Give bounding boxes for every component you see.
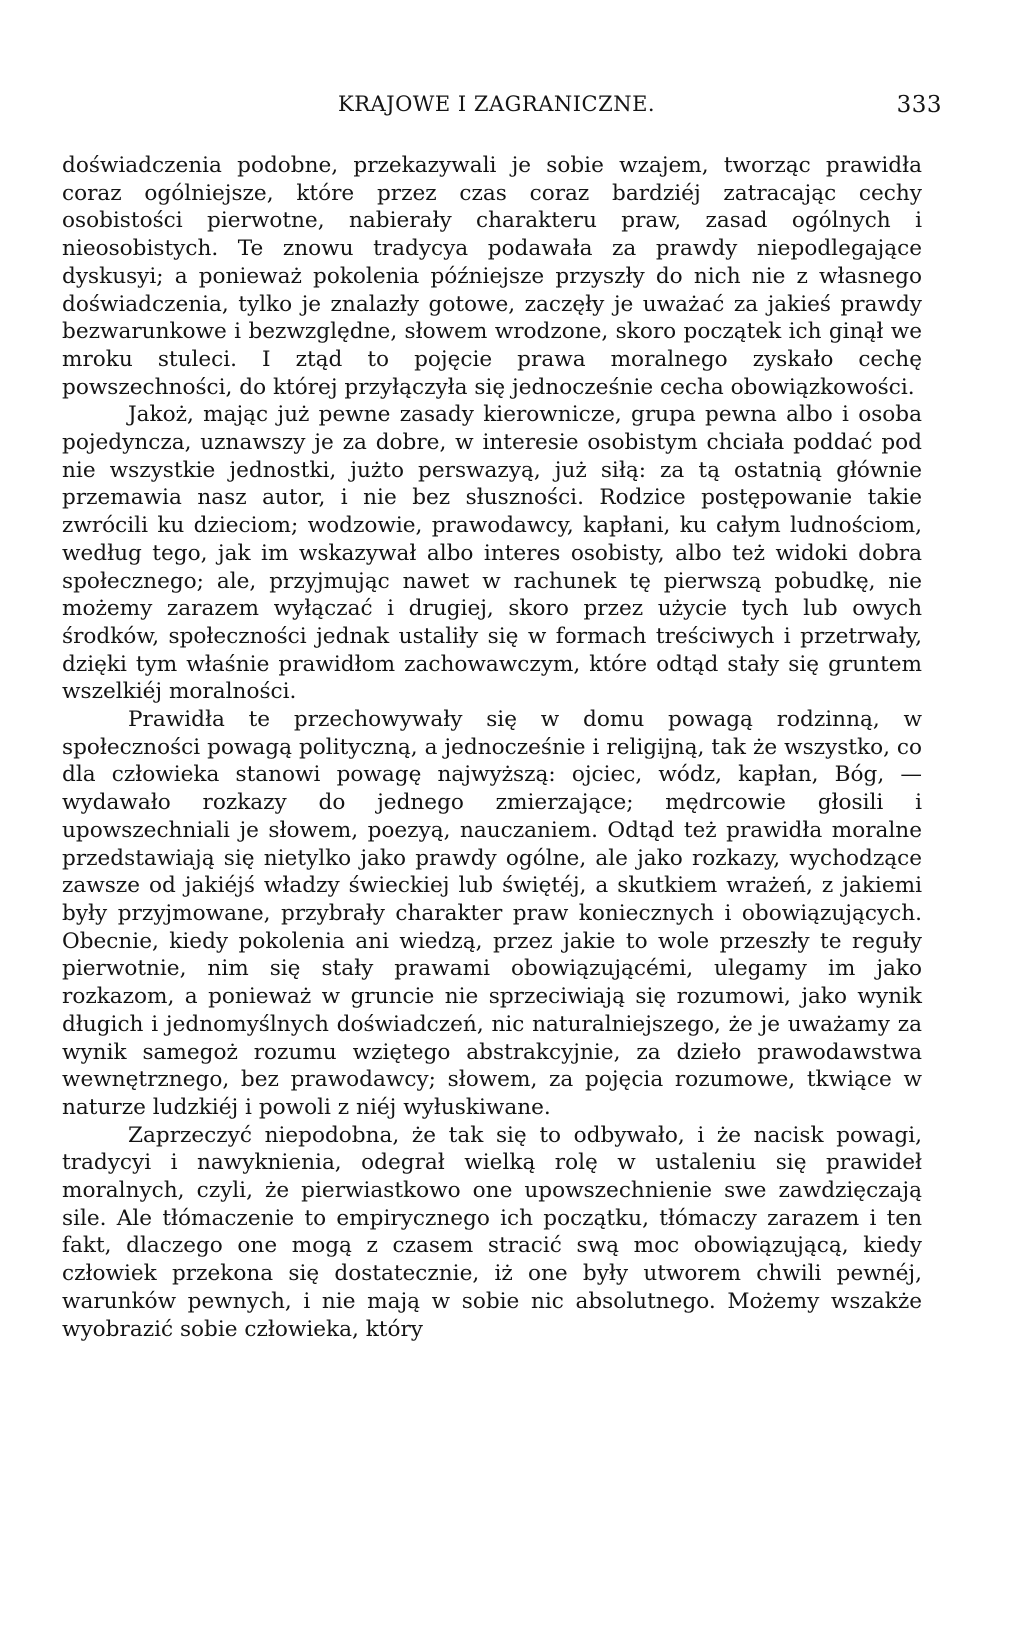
paragraph-4: Zaprzeczyć niepodobna, że tak się to odbywało, i że nacisk powagi, tradycyi i nawyknienia, odegrał wielką rolę w ustaleniu się prawideł moralnych, czyli, że pierwiastkowo one upowszechnienie swe zawdzięczają sile. Ale tłómaczenie to empirycznego ich początku, tłómaczy zarazem i ten fakt, dlaczego one mogą z czasem stracić swą moc obowiązującą, kiedy człowiek przekona się dostatecznie, iż one były utworem chwili pewnéj, warunków pewnych, i nie mają w sobie nic absolutnego. Możemy wszakże wyobrazić sobie człowieka, który [62, 1122, 922, 1342]
running-head [62, 92, 942, 132]
body-text [62, 152, 922, 1343]
page-number: 333 [896, 92, 942, 118]
paragraph-2: Jakoż, mając już pewne zasady kierownicze, grupa pewna albo i osoba pojedyncza, uznawszy je za dobre, w interesie osobistym chciała poddać pod nie wszystkie jednostki, jużto perswazyą, już siłą: za tą ostatnią głównie przemawia nasz autor, i nie bez słuszności. Rodzice postępowanie takie zwrócili ku dzieciom; wodzowie, prawodawcy, kapłani, ku całym ludnościom, według tego, jak im wskazywał albo interes osobisty, albo też widoki dobra społecznego; ale, przyjmując nawet w rachunek tę pierwszą pobudkę, nie możemy zarazem wyłączać i drugiej, skoro przez użycie tych lub owych środków, społeczności jednak ustaliły się w formach treściwych i przetrwały, dzięki tym właśnie prawidłom zachowawczym, które odtąd stały się gruntem wszelkiéj moralności. [62, 402, 922, 705]
paragraph-1: doświadczenia podobne, przekazywali je sobie wzajem, tworząc prawidła coraz ogólniejsze, które przez czas coraz bardziéj zatracając cechy osobistości pierwotne, nabierały charakteru praw, zasad ogólnych i nieosobistych. Te znowu tradycya podawała za prawdy niepodlegające dyskusyi; a ponieważ pokolenia późniejsze przyszły do nich nie z własnego doświadczenia, tylko je znalazły gotowe, zaczęły je uważać za jakieś prawdy bezwarunkowe i bezwzględne, słowem wrodzone, skoro początek ich ginął we mroku stuleci. I ztąd to pojęcie prawa moralnego zyskało cechę powszechności, do której przyłączyła się jednocześnie cecha obowiązkowości. [62, 153, 922, 400]
paragraph-3: Prawidła te przechowywały się w domu powagą rodzinną, w społeczności powagą polityczną, a jednocześnie i religijną, tak że wszystko, co dla człowieka stanowi powagę najwyższą: ojciec, wódz, kapłan, Bóg, — wydawało rozkazy do jednego zmierzające; mędrcowie głosili i upowszechniali je słowem, poezyą, nauczaniem. Odtąd też prawidła moralne przedstawiają się nietylko jako prawdy ogólne, ale jako rozkazy, wychodzące zawsze od jakiéjś władzy świeckiej lub świętéj, a skutkiem wrażeń, z jakiemi były przyjmowane, przybrały charakter praw koniecznych i obowiązujących. Obecnie, kiedy pokolenia ani wiedzą, przez jakie to wole przeszły te reguły pierwotnie, nim się stały prawami obowiązującémi, ulegamy im jako rozkazom, a ponieważ w gruncie nie sprzeciwiają się rozumowi, jako wynik długich i jednomyślnych doświadczeń, nic naturalniejszego, że je uważamy za wynik samegoż rozumu wziętego abstrakcyjnie, za dzieło prawodawstwa wewnętrznego, bez prawodawcy; słowem, za pojęcia rozumowe, tkwiące w naturze ludzkiéj i powoli z niéj wyłuskiwane. [62, 707, 922, 1120]
running-title: KRAJOWE I ZAGRANICZNE. [338, 92, 656, 116]
